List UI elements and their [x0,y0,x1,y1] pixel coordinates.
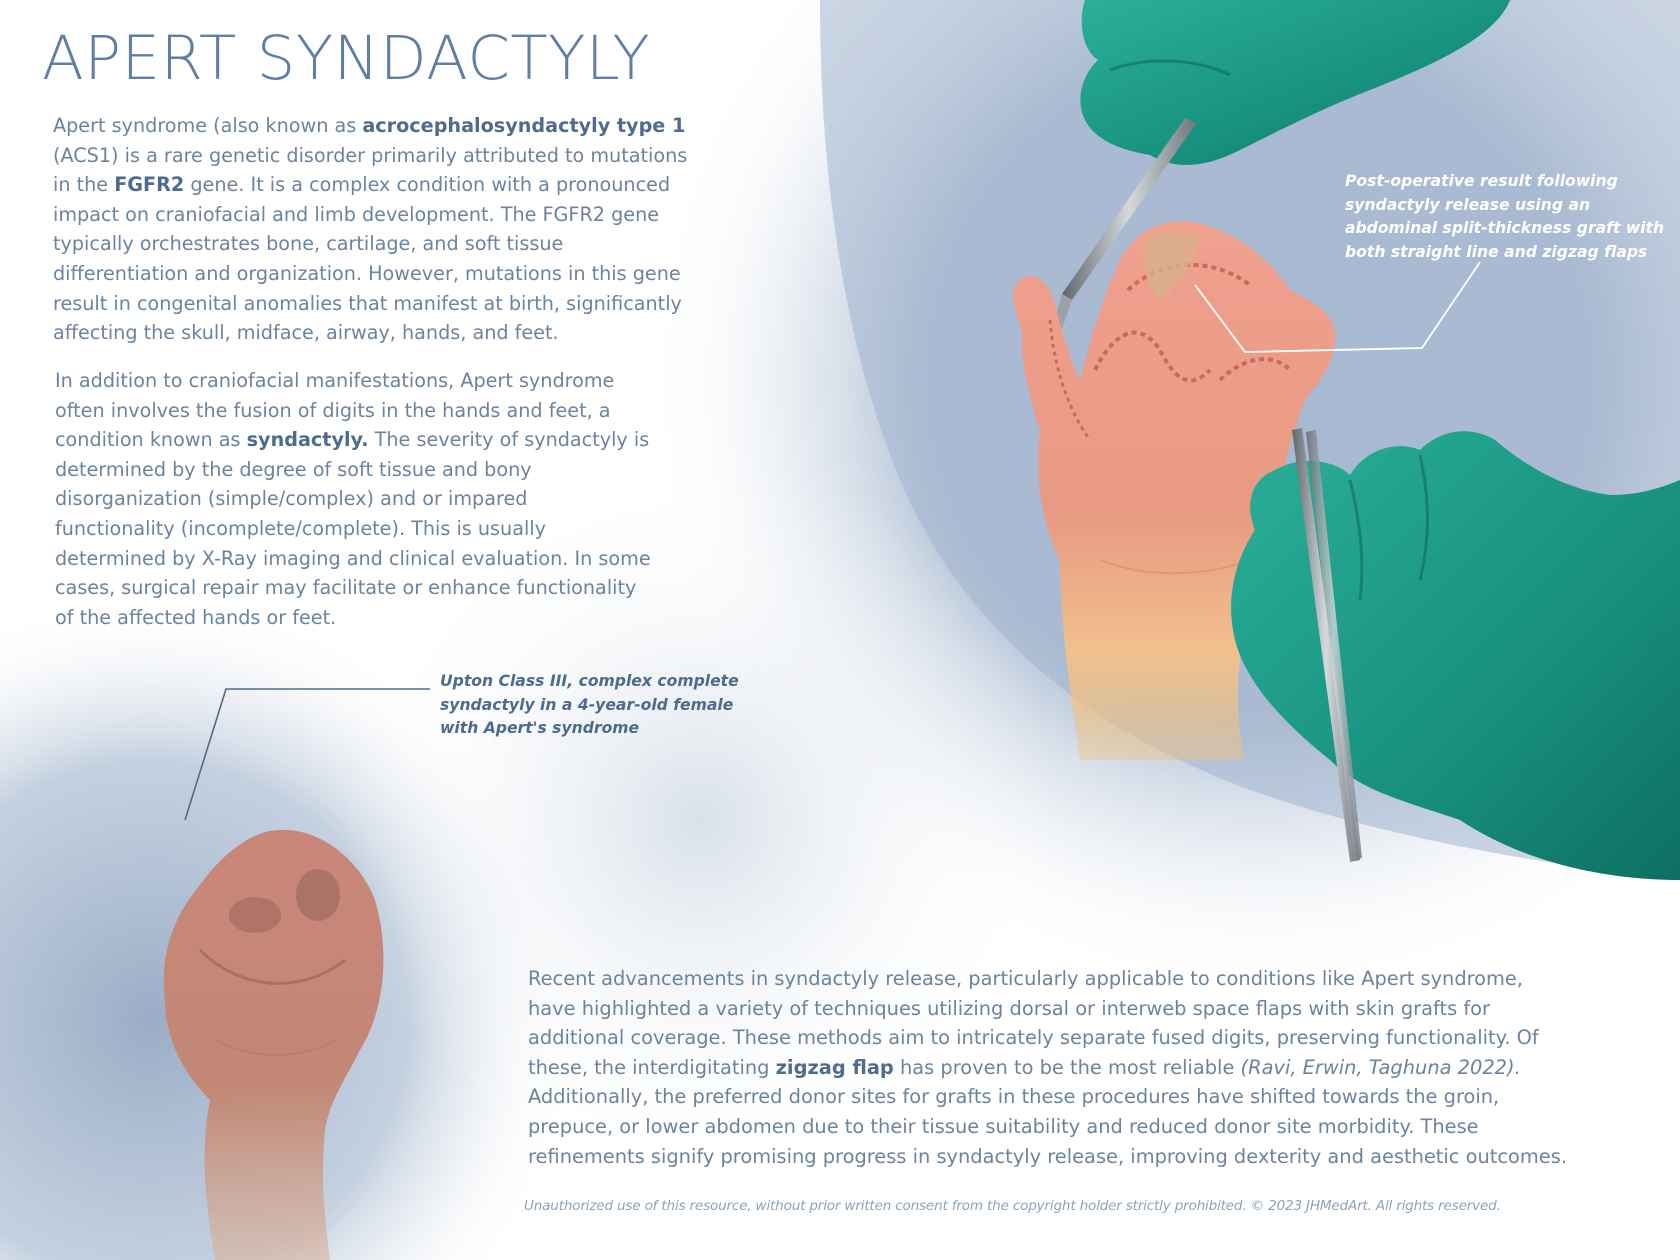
paragraph-line [55,514,651,544]
body-text: disorganization (simple/complex) and or impared [55,487,528,511]
body-text: have highlighted a variety of techniques utilizing dorsal or interweb space flaps with skin grafts for [528,996,1491,1020]
body-text: often involves the fusion of digits in the hands and feet, a [55,398,611,422]
body-text: impact on craniofacial and limb development. The FGFR2 gene [53,202,660,226]
body-text: additional coverage. These methods aim to intricately separate fused digits, preserving functionality. Of [528,1026,1539,1050]
paragraph-line [55,396,651,426]
body-text: gene. It is a complex condition with a pronounced [184,173,671,197]
body-text: Recent advancements in syndactyly release, particularly applicable to conditions like Apert syndrome, [528,967,1524,990]
paragraph-line [53,289,687,319]
body-text: refinements signify promising progress in syndactyly release, improving dexterity and aesthetic outcomes. [528,1144,1567,1168]
body-text: these, the interdigitating [528,1055,776,1079]
body-text: affecting the skull, midface, airway, hands, and feet. [53,321,559,345]
syndactyly-paragraph [55,366,651,632]
body-text: In addition to craniofacial manifestations, Apert syndrome [55,369,615,392]
caption-line: syndactyly in a 4-year-old female [440,695,734,714]
paragraph-line [53,170,687,200]
body-text: of the affected hands or feet. [55,605,337,629]
body-text: Additionally, the preferred donor sites for grafts in these procedures have shifted towards the groin, [528,1085,1500,1109]
body-text: (ACS1) is a rare genetic disorder primarily attributed to mutations [53,143,688,167]
body-text: determined by the degree of soft tissue and bony [55,457,532,481]
intro-paragraph [53,111,687,348]
paragraph-line [528,994,1567,1024]
page-title: APERT SYNDACTYLY [42,23,651,94]
paragraph-line [55,366,651,396]
copyright-notice: Unauthorized use of this resource, without prior written consent from the copyright holder strictly prohibited. © 2023 JHMedArt. All rights reserved. [524,1198,1501,1214]
paragraph-line [55,455,651,485]
body-text: Apert syndrome (also known as [53,114,363,137]
emphasis-text: acrocephalosyndactyly type 1 [362,114,686,137]
citation-text: (Ravi, Erwin, Taghuna 2022). [1240,1055,1521,1079]
body-text: cases, surgical repair may facilitate or enhance functionality [55,576,637,600]
paragraph-line [528,1142,1567,1172]
paragraph-line [528,964,1567,994]
caption-line: abdominal split-thickness graft with [1345,219,1665,237]
body-text: typically orchestrates bone, cartilage, and soft tissue [53,232,564,256]
paragraph-line [53,229,687,259]
paragraph-line [53,111,687,141]
paragraph-line [53,318,687,348]
emphasis-text: FGFR2 [114,173,185,197]
paragraph-line [55,603,651,633]
paragraph-line [53,259,687,289]
body-text: has proven to be the most reliable [893,1055,1241,1079]
body-text: differentiation and organization. However, mutations in this gene [53,261,681,285]
body-text: prepuce, or lower abdomen due to their tissue suitability and reduced donor site morbidity. These [528,1114,1479,1138]
advancements-paragraph [528,964,1567,1171]
paragraph-line [55,425,651,455]
caption-line: syndactyly release using an [1345,195,1591,214]
paragraph-line [55,573,651,603]
preop-caption [440,670,739,741]
postop-caption [1345,170,1664,264]
paragraph-line [53,200,687,230]
paragraph-line [55,484,651,514]
caption-line: Post-operative result following [1345,172,1618,190]
paragraph-line [528,1023,1567,1053]
paragraph-line [528,1082,1567,1112]
paragraph-line [55,544,651,574]
emphasis-text: syndactyly. [246,428,369,452]
body-text: result in congenital anomalies that manifest at birth, significantly [53,291,682,315]
body-text: The severity of syndactyly is [368,428,650,452]
body-text: condition known as [55,428,247,452]
paragraph-line [528,1053,1567,1083]
body-text: in the [53,173,115,197]
caption-line: Upton Class III, complex complete [440,672,739,690]
paragraph-line [528,1112,1567,1142]
caption-line: with Apert's syndrome [440,719,640,737]
paragraph-line [53,141,687,171]
caption-line: both straight line and zigzag flaps [1345,242,1648,261]
body-text: functionality (incomplete/complete). This is usually [55,516,546,540]
body-text: determined by X-Ray imaging and clinical evaluation. In some [55,546,651,570]
emphasis-text: zigzag flap [775,1055,894,1079]
